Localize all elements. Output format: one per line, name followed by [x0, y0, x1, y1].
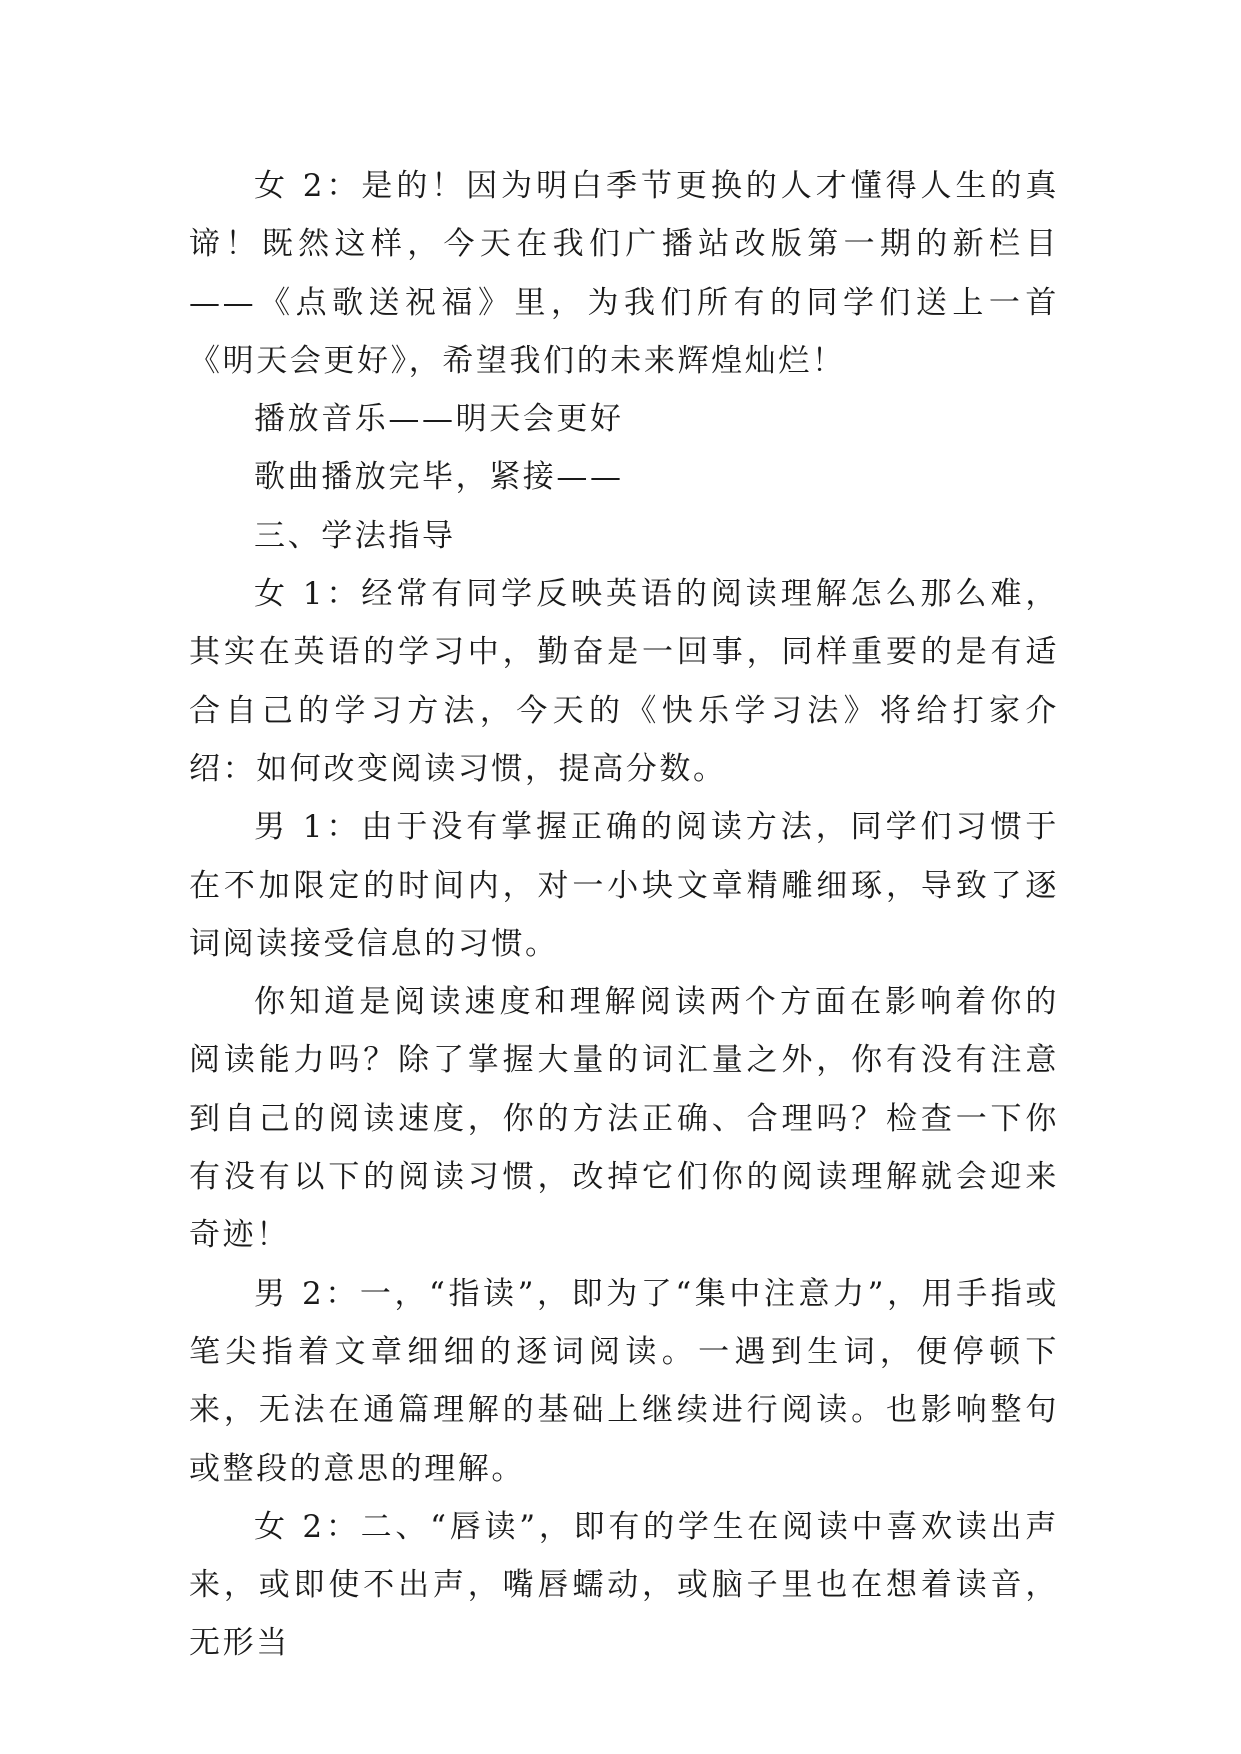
- paragraph-reading-speed: 你知道是阅读速度和理解阅读两个方面在影响着你的阅读能力吗？除了掌握大量的词汇量之外，你有没有注意到自己的阅读速度，你的方法正确、合理吗？检查一下你有没有以下的阅读习惯，改掉它们你的阅读理解就会迎来奇迹！: [189, 984, 1059, 1254]
- paragraph-song-finished: 歌曲播放完毕，紧接——: [254, 459, 624, 496]
- paragraph-female1-reading: 女 1：经常有同学反映英语的阅读理解怎么那么难，其实在英语的学习中，勤奋是一回事，同样重要的是有适合自己的学习方法，今天的《快乐学习法》将给打家介绍：如何改变阅读习惯，提高分数。: [189, 576, 1059, 787]
- paragraph-female2-season: 女 2：是的！因为明白季节更换的人才懂得人生的真谛！既然这样，今天在我们广播站改版第一期的新栏目——《点歌送祝福》里，为我们所有的同学们送上一首《明天会更好》，希望我们的未来辉煌灿烂！: [189, 168, 1059, 379]
- paragraph-male1-habits: 男 1：由于没有掌握正确的阅读方法，同学们习惯于在不加限定的时间内，对一小块文章精雕细琢，导致了逐词阅读接受信息的习惯。: [189, 809, 1059, 962]
- paragraph-male2-finger-reading: 男 2：一，“指读”，即为了“集中注意力”，用手指或笔尖指着文章细细的逐词阅读。一遇到生词，便停顿下来，无法在通篇理解的基础上继续进行阅读。也影响整句或整段的意思的理解。: [189, 1275, 1059, 1487]
- section-heading-study-method: 三、学法指导: [254, 517, 456, 554]
- document-body: [189, 157, 1059, 1673]
- paragraph-play-music: 播放音乐——明天会更好: [254, 401, 624, 438]
- paragraph-female2-lip-reading: 女 2：二、“唇读”，即有的学生在阅读中喜欢读出声来，或即使不出声，嘴唇蠕动，或脑子里也在想着读音，无形当: [189, 1508, 1059, 1662]
